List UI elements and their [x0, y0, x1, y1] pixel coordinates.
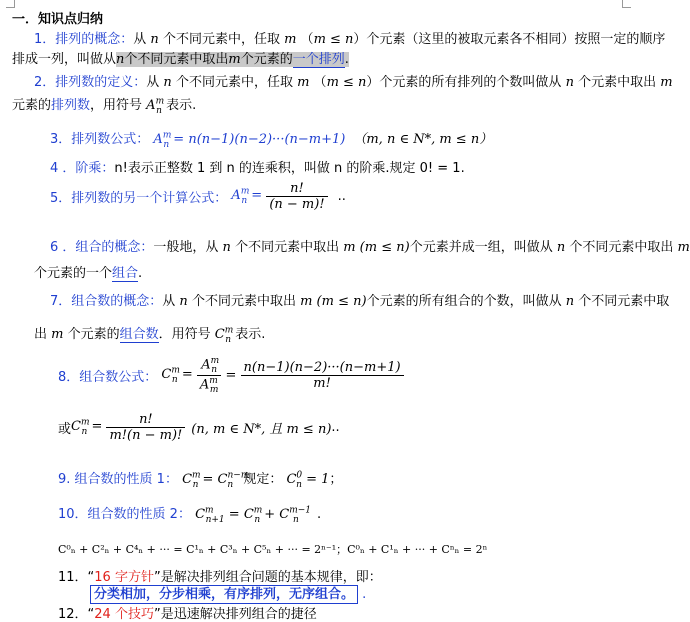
- paragraph-6-line-1: 6 ．组合的概念：一般地，从 n 个不同元素中取出 m (m ≤ n)个元素并成一组，叫做从 n 个不同元素中取出 m: [50, 240, 690, 255]
- paragraph-1-line-1: 1．排列的概念：从 n 个不同元素中，任取 m （m ≤ n）个元素（这里的被取元素各不相同）按照一定的顺序: [34, 32, 666, 47]
- paragraph-6-line-2: 个元素的一个组合.: [34, 266, 143, 281]
- item-label: 1．排列的概念：: [34, 32, 134, 47]
- term-combination-number: 组合数: [119, 327, 159, 342]
- term-combination: 组合: [112, 266, 139, 281]
- highlight-16-principles: 16 字方针: [94, 570, 154, 585]
- binomial-identities: C⁰ₙ + C²ₙ + C⁴ₙ + ··· = C¹ₙ + C³ₙ + C⁵ₙ + ··· = 2ⁿ⁻¹；C⁰ₙ + C¹ₙ + ··· + Cⁿₙ = 2ⁿ: [58, 543, 488, 556]
- paragraph-9: 9. 组合数的性质 1： $C^m_n = C^{n-m}_n$ 规定： $C^0_n = 1$；: [58, 470, 343, 490]
- highlight-24-techniques: 24 个技巧: [94, 607, 154, 622]
- margin-corner-mark: [622, 0, 631, 8]
- paragraph-7-line-2: 出 m 个元素的组合数．用符号 $C^m_n$ 表示.: [34, 325, 266, 345]
- paragraph-8: 8．组合数公式： $C^m_n$ = $\frac{A^m_n}{A^m_m}$ = $\frac{n(n-1)(n-2)\cdot\cdot\cdot(n-m+1)}{m!}$: [58, 356, 404, 395]
- paragraph-7-line-1: 7．组合数的概念：从 n 个不同元素中取出 m (m ≤ n)个元素的所有组合的个数，叫做从 n 个不同元素中取: [50, 294, 670, 309]
- fraction: $\frac{n(n-1)(n-2)\cdot\cdot\cdot(n-m+1)}{m!}$: [241, 360, 404, 391]
- paragraph-2-line-2: 元素的排列数，用符号 $A^m_n$ 表示.: [12, 96, 197, 116]
- paragraph-2-line-1: 2．排列数的定义：从 n 个不同元素中，任取 m （m ≤ n）个元素的所有排列的个数叫做从 n 个元素中取出 m: [34, 75, 673, 90]
- margin-corner-mark: [6, 0, 15, 8]
- paragraph-11-boxed: 分类相加，分步相乘，有序排列，无序组合。 .: [90, 583, 366, 602]
- paragraph-11: 11．“16 字方针”是解决排列组合问题的基本规律，即：: [58, 570, 382, 585]
- paragraph-3: 3．排列数公式： $A^m_n = n(n-1)(n-2)\cdot\cdot\cdot(n-m+1)$ （m, n ∈ N*, m ≤ n）: [50, 130, 493, 150]
- paragraph-5: 5．排列数的另一个计算公式： $A^m_n$ = $\frac{n!}{(n - m)!}$ ..: [50, 181, 346, 212]
- paragraph-12: 12．“24 个技巧”是迅速解决排列组合的捷径: [58, 607, 317, 622]
- principle-box: 分类相加，分步相乘，有序排列，无序组合。: [90, 585, 358, 604]
- term-permutation-number: 排列数: [51, 98, 91, 113]
- paragraph-8-alt: 或$C^m_n$ = $\frac{n!}{m!(n - m)!}$ (n, m ∈ N*, 且 m ≤ n)..: [58, 412, 340, 443]
- fraction: $\frac{n!}{m!(n - m)!}$: [106, 412, 185, 443]
- term-permutation: 一个排列: [292, 52, 345, 67]
- paragraph-1-line-2: 排成一列，叫做从n个不同元素中取出m个元素的一个排列.: [12, 52, 349, 67]
- section-heading: 一．知识点归纳: [12, 12, 104, 27]
- paragraph-10: 10．组合数的性质 2： $C^m_{n+1} = C^m_n + C^{m-1}_n$ .: [58, 505, 322, 525]
- fraction: $\frac{A^m_n}{A^m_m}$: [197, 356, 221, 395]
- permutation-formula: = n(n−1)(n−2)···(n−m+1): [173, 132, 346, 147]
- fraction: $\frac{n!}{(n - m)!}$: [266, 181, 327, 212]
- paragraph-4: 4 ．阶乘：n!表示正整数 1 到 n 的连乘积，叫做 n 的阶乘.规定 0! = 1.: [50, 161, 465, 176]
